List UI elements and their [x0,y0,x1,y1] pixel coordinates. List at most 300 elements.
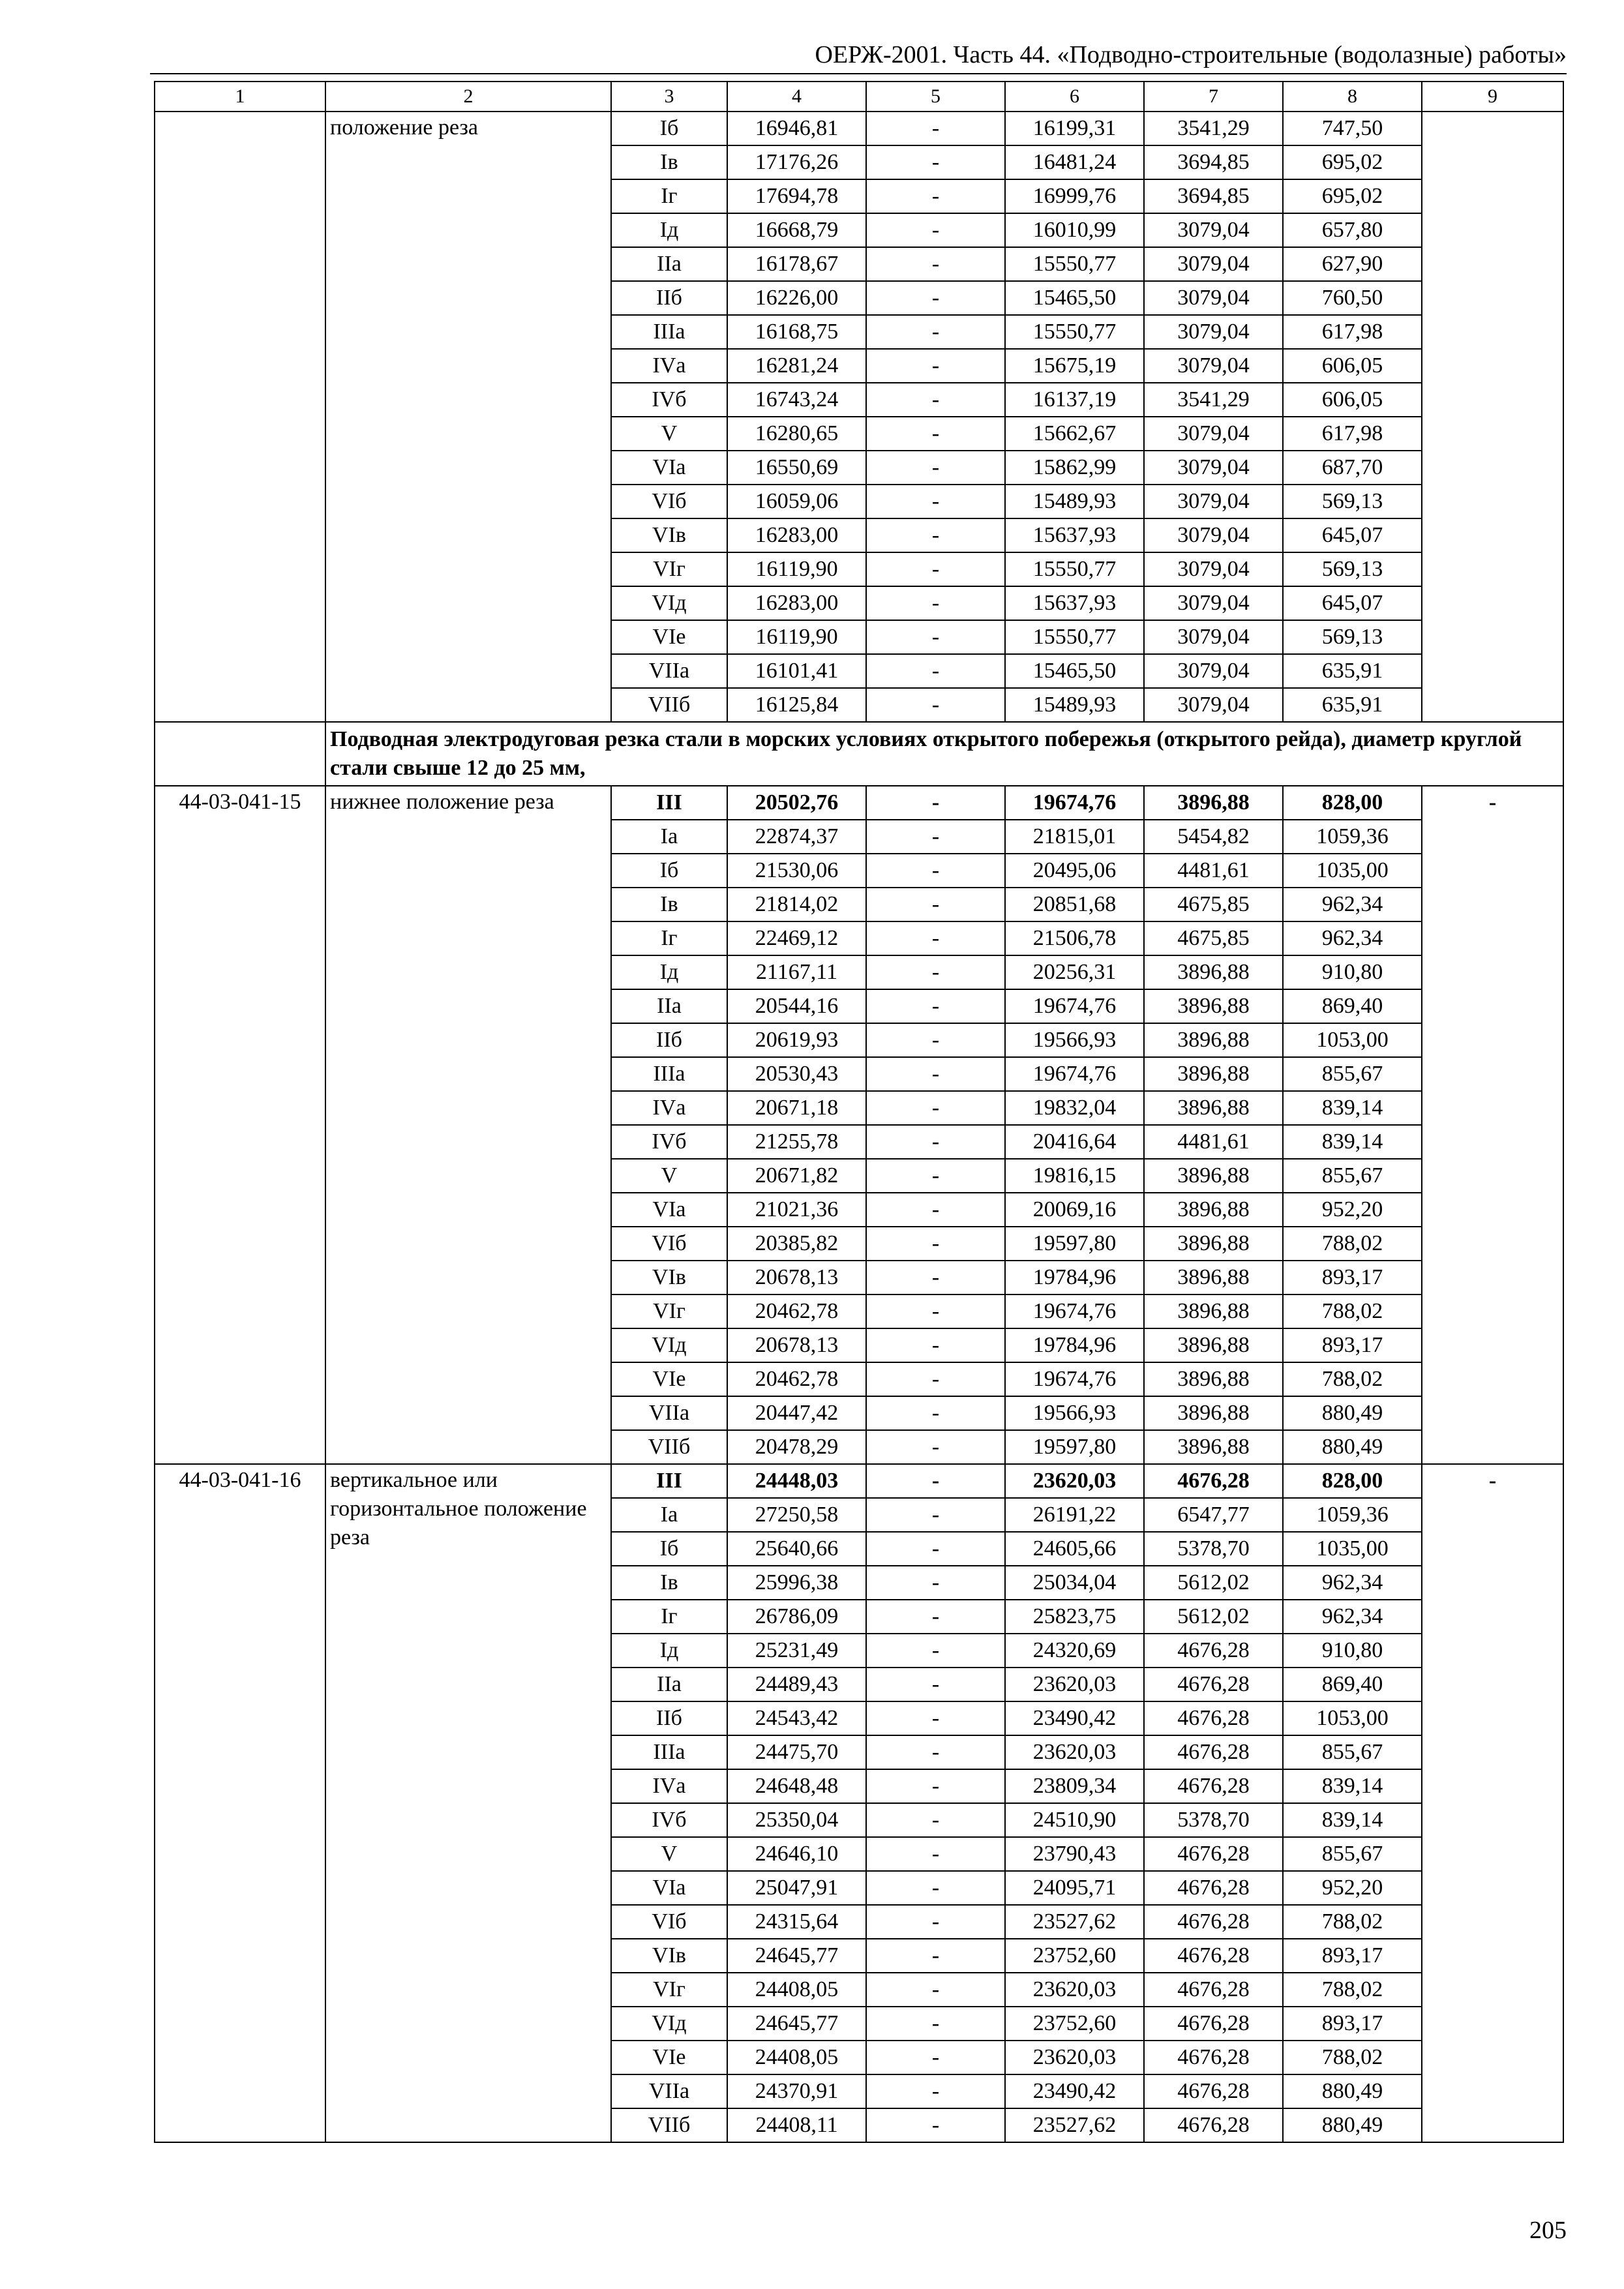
materials-cell: 828,00 [1283,1464,1422,1498]
operator-wage-cell: 3896,88 [1144,1023,1283,1057]
materials-cell: 839,14 [1283,1769,1422,1803]
materials-cell: 839,14 [1283,1125,1422,1159]
operator-wage-cell: 3694,85 [1144,179,1283,213]
materials-cell: 893,17 [1283,1261,1422,1294]
wage-cell: - [866,112,1005,145]
wage-cell: - [866,1803,1005,1837]
total-cost-cell: 16283,00 [727,518,866,552]
operator-wage-cell: 3079,04 [1144,654,1283,688]
wage-cell: - [866,213,1005,247]
machine-cost-cell: 23527,62 [1005,2108,1144,2142]
wage-cell: - [866,451,1005,485]
total-cost-cell: 21814,02 [727,888,866,921]
total-cost-cell: 24408,05 [727,2041,866,2074]
column-number: 8 [1283,82,1422,112]
machine-cost-cell: 19566,93 [1005,1396,1144,1430]
operator-wage-cell: 4676,28 [1144,1634,1283,1668]
materials-cell: 893,17 [1283,2007,1422,2041]
materials-cell: 788,02 [1283,2041,1422,2074]
total-cost-cell: 20502,76 [727,786,866,820]
materials-cell: 747,50 [1283,112,1422,145]
operator-wage-cell: 3896,88 [1144,786,1283,820]
machine-cost-cell: 16999,76 [1005,179,1144,213]
materials-cell: 657,80 [1283,213,1422,247]
wage-cell: - [866,1396,1005,1430]
machine-cost-cell: 15550,77 [1005,552,1144,586]
materials-cell: 1053,00 [1283,1023,1422,1057]
operator-wage-cell: 3079,04 [1144,281,1283,315]
wage-cell: - [866,854,1005,888]
zone-cell: VIд [611,2007,727,2041]
materials-cell: 855,67 [1283,1057,1422,1091]
wage-cell: - [866,349,1005,383]
operator-wage-cell: 5378,70 [1144,1532,1283,1566]
total-cost-cell: 16743,24 [727,383,866,417]
materials-cell: 910,80 [1283,955,1422,989]
machine-cost-cell: 15550,77 [1005,620,1144,654]
materials-cell: 687,70 [1283,451,1422,485]
wage-cell: - [866,1362,1005,1396]
materials-cell: 962,34 [1283,888,1422,921]
materials-cell: 962,34 [1283,1566,1422,1600]
total-cost-cell: 20678,13 [727,1328,866,1362]
operator-wage-cell: 3079,04 [1144,688,1283,722]
machine-cost-cell: 23620,03 [1005,1973,1144,2007]
column-number: 2 [325,82,611,112]
machine-cost-cell: 24605,66 [1005,1532,1144,1566]
wage-cell: - [866,1227,1005,1261]
operator-wage-cell: 4676,28 [1144,1837,1283,1871]
table-body [155,82,1563,2142]
total-cost-cell: 20447,42 [727,1396,866,1430]
wage-cell: - [866,1871,1005,1905]
wage-cell: - [866,1294,1005,1328]
materials-cell: 569,13 [1283,552,1422,586]
wage-cell: - [866,989,1005,1023]
wage-cell: - [866,1328,1005,1362]
wage-cell: - [866,315,1005,349]
zone-cell: VIIа [611,1396,727,1430]
wage-cell: - [866,2108,1005,2142]
total-cost-cell: 20462,78 [727,1294,866,1328]
wage-cell: - [866,1261,1005,1294]
description-cell: вертикальное или горизонтальное положение реза [325,1464,611,2142]
wage-cell: - [866,281,1005,315]
total-cost-cell: 25996,38 [727,1566,866,1600]
operator-wage-cell: 3896,88 [1144,1430,1283,1464]
zone-cell: IIIа [611,1735,727,1769]
zone-cell: VIIб [611,2108,727,2142]
operator-wage-cell: 3896,88 [1144,1227,1283,1261]
zone-cell: V [611,1159,727,1193]
column-number: 6 [1005,82,1144,112]
total-cost-cell: 16281,24 [727,349,866,383]
total-cost-cell: 16168,75 [727,315,866,349]
materials-cell: 855,67 [1283,1735,1422,1769]
column-number: 7 [1144,82,1283,112]
wage-cell: - [866,955,1005,989]
machine-cost-cell: 20069,16 [1005,1193,1144,1227]
note-cell: - [1422,1464,1563,2142]
wage-cell: - [866,1905,1005,1939]
total-cost-cell: 20462,78 [727,1362,866,1396]
operator-wage-cell: 3896,88 [1144,1362,1283,1396]
zone-cell: III [611,786,727,820]
machine-cost-cell: 24320,69 [1005,1634,1144,1668]
wage-cell: - [866,1159,1005,1193]
operator-wage-cell: 4676,28 [1144,1973,1283,2007]
total-cost-cell: 16280,65 [727,417,866,451]
zone-cell: IIб [611,1701,727,1735]
zone-cell: IIа [611,989,727,1023]
operator-wage-cell: 3896,88 [1144,1396,1283,1430]
total-cost-cell: 24408,05 [727,1973,866,2007]
operator-wage-cell: 3079,04 [1144,315,1283,349]
wage-cell: - [866,145,1005,179]
machine-cost-cell: 24095,71 [1005,1871,1144,1905]
materials-cell: 617,98 [1283,315,1422,349]
zone-cell: VIд [611,586,727,620]
operator-wage-cell: 3896,88 [1144,1193,1283,1227]
price-table [154,81,1564,2143]
wage-cell: - [866,179,1005,213]
wage-cell: - [866,1023,1005,1057]
description-cell: нижнее положение реза [325,786,611,1464]
materials-cell: 569,13 [1283,620,1422,654]
header-rule [150,73,1567,74]
machine-cost-cell: 19674,76 [1005,1057,1144,1091]
machine-cost-cell: 16199,31 [1005,112,1144,145]
operator-wage-cell: 4676,28 [1144,2074,1283,2108]
materials-cell: 788,02 [1283,1362,1422,1396]
wage-cell: - [866,586,1005,620]
materials-cell: 880,49 [1283,2074,1422,2108]
materials-cell: 962,34 [1283,921,1422,955]
operator-wage-cell: 4676,28 [1144,1769,1283,1803]
machine-cost-cell: 19784,96 [1005,1328,1144,1362]
operator-wage-cell: 5612,02 [1144,1600,1283,1634]
machine-cost-cell: 15465,50 [1005,281,1144,315]
machine-cost-cell: 15550,77 [1005,315,1144,349]
materials-cell: 880,49 [1283,2108,1422,2142]
wage-cell: - [866,417,1005,451]
wage-cell: - [866,820,1005,854]
total-cost-cell: 27250,58 [727,1498,866,1532]
total-cost-cell: 24648,48 [727,1769,866,1803]
zone-cell: Iа [611,820,727,854]
total-cost-cell: 22874,37 [727,820,866,854]
machine-cost-cell: 19784,96 [1005,1261,1144,1294]
materials-cell: 828,00 [1283,786,1422,820]
zone-cell: Iг [611,179,727,213]
materials-cell: 695,02 [1283,145,1422,179]
total-cost-cell: 24448,03 [727,1464,866,1498]
operator-wage-cell: 4676,28 [1144,1905,1283,1939]
zone-cell: VIд [611,1328,727,1362]
zone-cell: IIIа [611,315,727,349]
total-cost-cell: 16101,41 [727,654,866,688]
total-cost-cell: 16178,67 [727,247,866,281]
zone-cell: Iб [611,1532,727,1566]
machine-cost-cell: 23752,60 [1005,1939,1144,1973]
operator-wage-cell: 3896,88 [1144,989,1283,1023]
zone-cell: VIа [611,1193,727,1227]
zone-cell: IIа [611,1668,727,1701]
operator-wage-cell: 3896,88 [1144,1261,1283,1294]
wage-cell: - [866,921,1005,955]
machine-cost-cell: 16481,24 [1005,145,1144,179]
machine-cost-cell: 20495,06 [1005,854,1144,888]
zone-cell: Iг [611,921,727,955]
total-cost-cell: 20619,93 [727,1023,866,1057]
operator-wage-cell: 3079,04 [1144,213,1283,247]
operator-wage-cell: 4481,61 [1144,1125,1283,1159]
wage-cell: - [866,1193,1005,1227]
code-cell: 44-03-041-15 [155,786,325,1464]
materials-cell: 1059,36 [1283,1498,1422,1532]
total-cost-cell: 20478,29 [727,1430,866,1464]
total-cost-cell: 20678,13 [727,1261,866,1294]
wage-cell: - [866,654,1005,688]
total-cost-cell: 25047,91 [727,1871,866,1905]
zone-cell: VIг [611,552,727,586]
operator-wage-cell: 3079,04 [1144,586,1283,620]
machine-cost-cell: 19597,80 [1005,1227,1144,1261]
wage-cell: - [866,1125,1005,1159]
wage-cell: - [866,1735,1005,1769]
wage-cell: - [866,2007,1005,2041]
total-cost-cell: 16119,90 [727,552,866,586]
materials-cell: 893,17 [1283,1939,1422,1973]
machine-cost-cell: 23620,03 [1005,1464,1144,1498]
operator-wage-cell: 6547,77 [1144,1498,1283,1532]
total-cost-cell: 25231,49 [727,1634,866,1668]
materials-cell: 1059,36 [1283,820,1422,854]
zone-cell: IIIа [611,1057,727,1091]
total-cost-cell: 24370,91 [727,2074,866,2108]
wage-cell: - [866,1600,1005,1634]
total-cost-cell: 26786,09 [727,1600,866,1634]
total-cost-cell: 21530,06 [727,854,866,888]
wage-cell: - [866,1668,1005,1701]
wage-cell: - [866,247,1005,281]
total-cost-cell: 16226,00 [727,281,866,315]
wage-cell: - [866,1939,1005,1973]
machine-cost-cell: 15637,93 [1005,518,1144,552]
machine-cost-cell: 15489,93 [1005,688,1144,722]
materials-cell: 869,40 [1283,989,1422,1023]
operator-wage-cell: 3896,88 [1144,955,1283,989]
zone-cell: Iб [611,854,727,888]
zone-cell: IVа [611,349,727,383]
machine-cost-cell: 23490,42 [1005,1701,1144,1735]
machine-cost-cell: 19832,04 [1005,1091,1144,1125]
materials-cell: 855,67 [1283,1159,1422,1193]
wage-cell: - [866,1973,1005,2007]
machine-cost-cell: 19597,80 [1005,1430,1144,1464]
operator-wage-cell: 4676,28 [1144,1701,1283,1735]
machine-cost-cell: 20256,31 [1005,955,1144,989]
machine-cost-cell: 25034,04 [1005,1566,1144,1600]
table-row [155,786,1563,820]
zone-cell: VIв [611,518,727,552]
code-cell: 44-03-041-16 [155,1464,325,2142]
wage-cell: - [866,383,1005,417]
column-number: 4 [727,82,866,112]
zone-cell: IIб [611,281,727,315]
machine-cost-cell: 23620,03 [1005,1668,1144,1701]
materials-cell: 788,02 [1283,1905,1422,1939]
materials-cell: 893,17 [1283,1328,1422,1362]
total-cost-cell: 24543,42 [727,1701,866,1735]
machine-cost-cell: 23527,62 [1005,1905,1144,1939]
operator-wage-cell: 3079,04 [1144,518,1283,552]
zone-cell: IVб [611,1125,727,1159]
materials-cell: 788,02 [1283,1294,1422,1328]
zone-cell: V [611,417,727,451]
zone-cell: IVб [611,1803,727,1837]
total-cost-cell: 20671,82 [727,1159,866,1193]
materials-cell: 869,40 [1283,1668,1422,1701]
wage-cell: - [866,688,1005,722]
operator-wage-cell: 3079,04 [1144,451,1283,485]
operator-wage-cell: 4675,85 [1144,888,1283,921]
total-cost-cell: 21167,11 [727,955,866,989]
machine-cost-cell: 23620,03 [1005,1735,1144,1769]
zone-cell: VIа [611,1871,727,1905]
total-cost-cell: 16550,69 [727,451,866,485]
materials-cell: 1035,00 [1283,1532,1422,1566]
note-cell: - [1422,786,1563,1464]
section-title: Подводная электродуговая резка стали в морских условиях открытого побережья (открытого рейда), диаметр круглой стали свыше 12 до 25 мм, [325,722,1563,786]
wage-cell: - [866,1837,1005,1871]
total-cost-cell: 24489,43 [727,1668,866,1701]
machine-cost-cell: 21506,78 [1005,921,1144,955]
total-cost-cell: 16059,06 [727,485,866,518]
wage-cell: - [866,1566,1005,1600]
total-cost-cell: 22469,12 [727,921,866,955]
zone-cell: VIв [611,1261,727,1294]
operator-wage-cell: 3079,04 [1144,620,1283,654]
operator-wage-cell: 5378,70 [1144,1803,1283,1837]
table-row [155,112,1563,145]
materials-cell: 910,80 [1283,1634,1422,1668]
machine-cost-cell: 23490,42 [1005,2074,1144,2108]
operator-wage-cell: 3079,04 [1144,349,1283,383]
zone-cell: Iв [611,1566,727,1600]
zone-cell: VIб [611,1905,727,1939]
page-header-title: ОЕРЖ-2001. Часть 44. «Подводно-строительные (водолазные) работы» [815,41,1567,68]
zone-cell: Iб [611,112,727,145]
section-title-row [155,722,1563,786]
column-number-row [155,82,1563,112]
zone-cell: VIг [611,1973,727,2007]
total-cost-cell: 20530,43 [727,1057,866,1091]
zone-cell: VIг [611,1294,727,1328]
total-cost-cell: 17176,26 [727,145,866,179]
total-cost-cell: 25350,04 [727,1803,866,1837]
zone-cell: VIIа [611,654,727,688]
total-cost-cell: 16283,00 [727,586,866,620]
operator-wage-cell: 3541,29 [1144,112,1283,145]
total-cost-cell: 24475,70 [727,1735,866,1769]
machine-cost-cell: 16137,19 [1005,383,1144,417]
wage-cell: - [866,1769,1005,1803]
operator-wage-cell: 3896,88 [1144,1091,1283,1125]
machine-cost-cell: 23790,43 [1005,1837,1144,1871]
materials-cell: 1035,00 [1283,854,1422,888]
materials-cell: 569,13 [1283,485,1422,518]
zone-cell: VIв [611,1939,727,1973]
zone-cell: Iд [611,213,727,247]
operator-wage-cell: 3896,88 [1144,1328,1283,1362]
machine-cost-cell: 24510,90 [1005,1803,1144,1837]
zone-cell: Iг [611,1600,727,1634]
materials-cell: 839,14 [1283,1803,1422,1837]
wage-cell: - [866,1701,1005,1735]
operator-wage-cell: 3896,88 [1144,1294,1283,1328]
materials-cell: 645,07 [1283,586,1422,620]
operator-wage-cell: 4676,28 [1144,2041,1283,2074]
machine-cost-cell: 19674,76 [1005,786,1144,820]
materials-cell: 635,91 [1283,654,1422,688]
operator-wage-cell: 3079,04 [1144,485,1283,518]
page-number: 205 [1529,2217,1567,2244]
total-cost-cell: 21255,78 [727,1125,866,1159]
operator-wage-cell: 4676,28 [1144,1871,1283,1905]
zone-cell: III [611,1464,727,1498]
machine-cost-cell: 19674,76 [1005,1362,1144,1396]
materials-cell: 880,49 [1283,1396,1422,1430]
note-cell [1422,112,1563,722]
machine-cost-cell: 25823,75 [1005,1600,1144,1634]
zone-cell: VIIа [611,2074,727,2108]
wage-cell: - [866,1091,1005,1125]
zone-cell: VIа [611,451,727,485]
machine-cost-cell: 19674,76 [1005,1294,1144,1328]
total-cost-cell: 20385,82 [727,1227,866,1261]
materials-cell: 788,02 [1283,1227,1422,1261]
wage-cell: - [866,1532,1005,1566]
machine-cost-cell: 15637,93 [1005,586,1144,620]
wage-cell: - [866,1464,1005,1498]
machine-cost-cell: 23752,60 [1005,2007,1144,2041]
materials-cell: 855,67 [1283,1837,1422,1871]
zone-cell: Iв [611,888,727,921]
total-cost-cell: 24645,77 [727,2007,866,2041]
operator-wage-cell: 5612,02 [1144,1566,1283,1600]
wage-cell: - [866,1634,1005,1668]
total-cost-cell: 16125,84 [727,688,866,722]
materials-cell: 952,20 [1283,1193,1422,1227]
total-cost-cell: 20544,16 [727,989,866,1023]
wage-cell: - [866,888,1005,921]
wage-cell: - [866,620,1005,654]
materials-cell: 635,91 [1283,688,1422,722]
machine-cost-cell: 15675,19 [1005,349,1144,383]
materials-cell: 617,98 [1283,417,1422,451]
machine-cost-cell: 20416,64 [1005,1125,1144,1159]
operator-wage-cell: 4675,85 [1144,921,1283,955]
operator-wage-cell: 3079,04 [1144,417,1283,451]
wage-cell: - [866,1498,1005,1532]
machine-cost-cell: 15862,99 [1005,451,1144,485]
materials-cell: 839,14 [1283,1091,1422,1125]
total-cost-cell: 24646,10 [727,1837,866,1871]
zone-cell: Iв [611,145,727,179]
table-row [155,1464,1563,1498]
wage-cell: - [866,518,1005,552]
